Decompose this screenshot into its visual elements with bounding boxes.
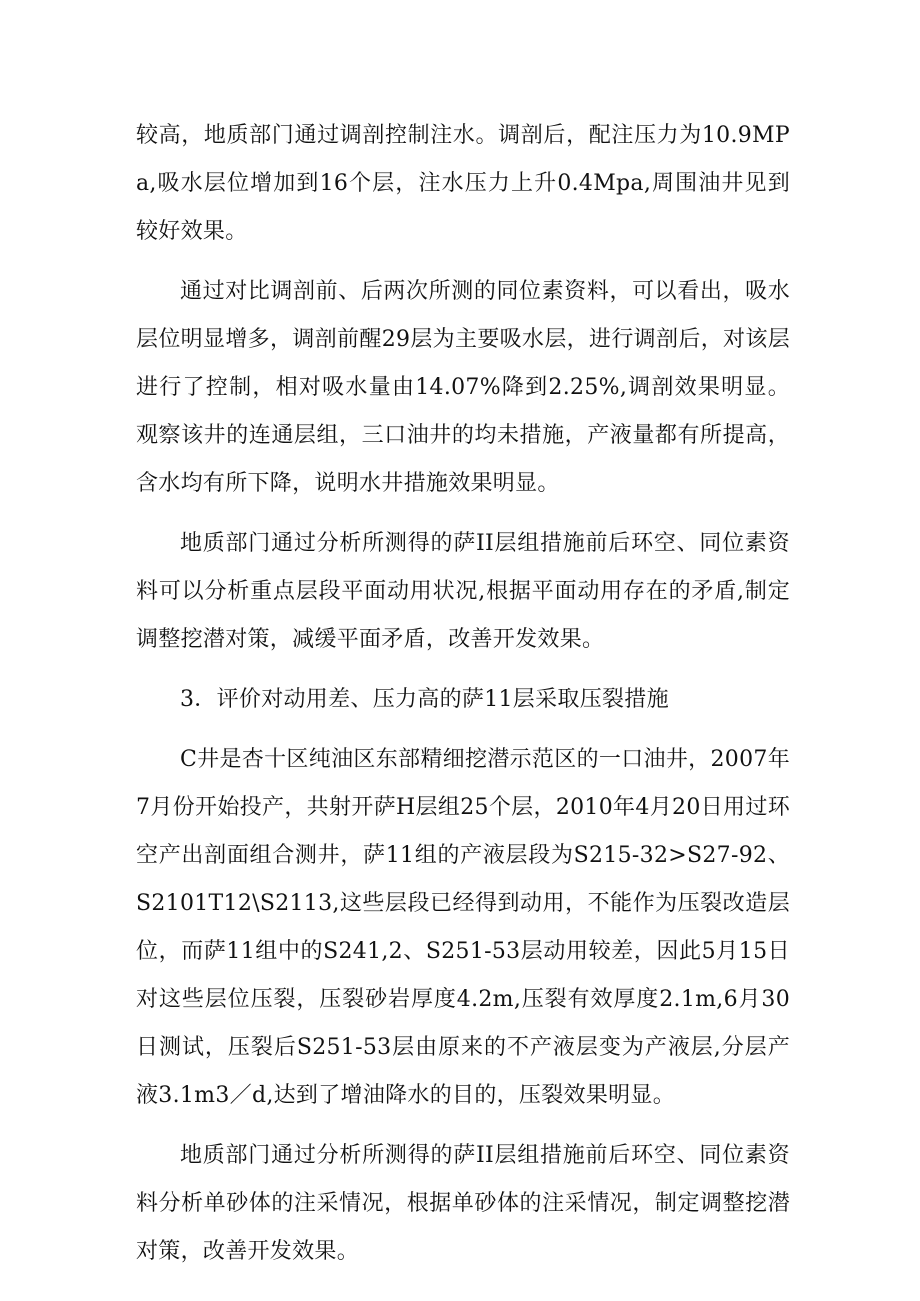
- section-heading-fracturing: 3．评价对动用差、压力高的萨11层采取压裂措施: [180, 687, 669, 712]
- document-body: [136, 112, 790, 1288]
- paragraph-plane-utilization: 地质部门通过分析所测得的萨II层组措施前后环空、同位素资料可以分析重点层段平面动用状况,根据平面动用存在的矛盾,制定调整挖潜对策，减缓平面矛盾，改善开发效果。: [136, 531, 790, 652]
- paragraph-single-sand-body: 地质部门通过分析所测得的萨II层组措施前后环空、同位素资料分析单砂体的注采情况，根据单砂体的注采情况，制定调整挖潜对策，改善开发效果。: [136, 1143, 790, 1264]
- paragraph-continuation: 较高，地质部门通过调剖控制注水。调剖后，配注压力为10.9MPa,吸水层位增加到16个层，注水压力上升0.4Mpa,周围油井见到较好效果。: [136, 123, 790, 244]
- paragraph-profile-control-comparison: 通过对比调剖前、后两次所测的同位素资料，可以看出，吸水层位明显增多，调剖前醒29层为主要吸水层，进行调剖后，对该层进行了控制，相对吸水量由14.07%降到2.25%,调剖效果明显。观察该井的连通层组，三口油井的均未措施，产液量都有所提高，含水均有所下降，说明水井措施效果明显。: [136, 279, 790, 496]
- paragraph-well-c-fracturing: C井是杏十区纯油区东部精细挖潜示范区的一口油井，2007年7月份开始投产，共射开萨H层组25个层，2010年4月20日用过环空产出剖面组合测井，萨11组的产液层段为S215-32>S27-92、S2101T12\S2113,这些层段已经得到动用，不能作为压裂改造层位，而萨11组中的S241,2、S251-53层动用较差，因此5月15日对这些层位压裂，压裂砂岩厚度4.2m,压裂有效厚度2.1m,6月30日测试，压裂后S251-53层由原来的不产液层变为产液层,分层产液3.1m3／d,达到了增油降水的目的，压裂效果明显。: [136, 747, 790, 1108]
